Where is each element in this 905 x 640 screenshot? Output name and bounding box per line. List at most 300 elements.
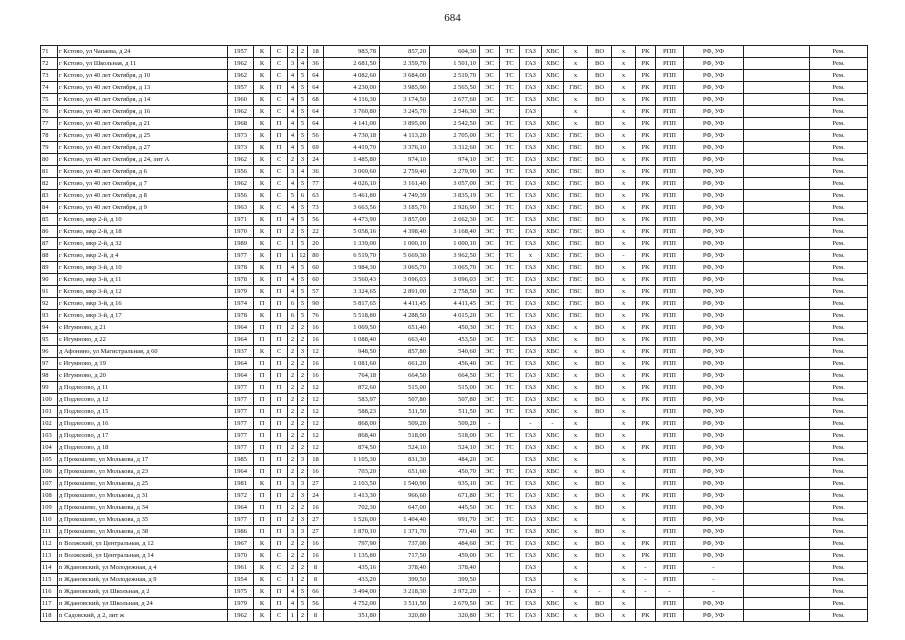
table-cell: РПП: [656, 610, 684, 622]
table-cell: 4: [288, 106, 298, 118]
table-cell: ГАЗ: [520, 214, 542, 226]
table-cell: х: [612, 526, 636, 538]
table-cell: 4: [298, 58, 308, 70]
table-cell: Рем.: [810, 310, 868, 322]
table-cell: 4 730,18: [324, 130, 380, 142]
table-cell: х: [564, 406, 588, 418]
table-cell: ЭС: [480, 610, 500, 622]
table-cell: П: [271, 322, 288, 334]
table-cell: 73: [41, 70, 58, 82]
table-cell: РК: [636, 154, 656, 166]
table-cell: ХВС: [542, 202, 564, 214]
table-cell: 5: [298, 130, 308, 142]
table-cell: ВО: [588, 406, 612, 418]
table-cell: [744, 322, 810, 334]
table-cell: РПП: [656, 130, 684, 142]
table-cell: -: [588, 586, 612, 598]
table-cell: ГАЗ: [520, 466, 542, 478]
table-cell: ГАЗ: [520, 298, 542, 310]
table-row: [41, 226, 868, 238]
table-cell: 2: [288, 382, 298, 394]
table-cell: х: [612, 454, 636, 466]
table-cell: -: [480, 586, 500, 598]
table-cell: ХВС: [542, 178, 564, 190]
table-cell: РФ, УФ: [684, 322, 744, 334]
table-cell: ВО: [588, 46, 612, 58]
table-cell: 868,00: [324, 418, 380, 430]
table-cell: 663,40: [380, 334, 430, 346]
table-cell: 2 677,60: [430, 94, 480, 106]
table-cell: 2: [288, 430, 298, 442]
table-cell: 116: [41, 586, 58, 598]
table-cell: РФ, УФ: [684, 382, 744, 394]
table-cell: х: [612, 490, 636, 502]
table-cell: РПП: [656, 418, 684, 430]
table-cell: [500, 574, 520, 586]
table-cell: -: [684, 586, 744, 598]
table-cell: 2: [298, 382, 308, 394]
table-cell: П: [254, 442, 271, 454]
table-cell: 5: [298, 286, 308, 298]
table-cell: 524,10: [380, 442, 430, 454]
table-cell: 3: [298, 490, 308, 502]
table-cell: 24: [308, 490, 324, 502]
table-cell: С: [271, 94, 288, 106]
table-cell: ТС: [500, 238, 520, 250]
table-cell: 4: [298, 166, 308, 178]
table-cell: Рем.: [810, 586, 868, 598]
table-cell: Рем.: [810, 538, 868, 550]
table-cell: ЭС: [480, 214, 500, 226]
table-cell: 1956: [228, 166, 254, 178]
table-cell: [744, 154, 810, 166]
table-row: [41, 430, 868, 442]
table-cell: ВО: [588, 262, 612, 274]
table-row: [41, 118, 868, 130]
table-cell: 1 371,70: [380, 526, 430, 538]
table-cell: РПП: [656, 598, 684, 610]
table-cell: г Кстово, ул 40 лет Октября, д 24, лит А: [58, 154, 228, 166]
table-cell: [744, 442, 810, 454]
table-cell: [542, 574, 564, 586]
table-cell: 1957: [228, 82, 254, 94]
table-cell: 1 540,90: [380, 478, 430, 490]
table-cell: 320,80: [380, 610, 430, 622]
table-cell: [744, 514, 810, 526]
table-cell: РПП: [656, 502, 684, 514]
table-cell: 2: [288, 226, 298, 238]
table-cell: [744, 262, 810, 274]
table-cell: г Кстово, ул 40 лет Октября, д 9: [58, 202, 228, 214]
table-cell: РПП: [656, 406, 684, 418]
table-cell: П: [271, 118, 288, 130]
table-cell: РК: [636, 226, 656, 238]
table-cell: ТС: [500, 286, 520, 298]
table-cell: 86: [41, 226, 58, 238]
table-cell: ТС: [500, 490, 520, 502]
table-cell: 1989: [228, 238, 254, 250]
table-cell: с Игумново, д 20: [58, 370, 228, 382]
table-cell: РК: [636, 106, 656, 118]
table-cell: ХВС: [542, 370, 564, 382]
table-cell: Рем.: [810, 550, 868, 562]
table-cell: п Садовский, д 2, лит ж: [58, 610, 228, 622]
table-cell: [542, 106, 564, 118]
table-row: [41, 310, 868, 322]
table-cell: 991,70: [430, 514, 480, 526]
table-cell: 2: [288, 394, 298, 406]
table-cell: РПП: [656, 322, 684, 334]
table-cell: ХВС: [542, 154, 564, 166]
table-cell: 515,00: [430, 382, 480, 394]
table-cell: ТС: [500, 310, 520, 322]
table-cell: ГВС: [564, 130, 588, 142]
table-cell: ЭС: [480, 490, 500, 502]
table-cell: д Прокошево, ул Молькова, д 23: [58, 466, 228, 478]
table-cell: С: [271, 166, 288, 178]
table-cell: С: [271, 46, 288, 58]
table-cell: х: [564, 550, 588, 562]
table-cell: 1977: [228, 442, 254, 454]
table-cell: [744, 166, 810, 178]
table-cell: 399,50: [430, 574, 480, 586]
table-cell: 4 288,50: [380, 310, 430, 322]
table-cell: 3 895,00: [380, 118, 430, 130]
table-cell: г Кстово, мкр 3-й, д 10: [58, 262, 228, 274]
table-cell: ХВС: [542, 382, 564, 394]
table-cell: РК: [636, 46, 656, 58]
table-cell: РФ, УФ: [684, 358, 744, 370]
table-cell: ЭС: [480, 322, 500, 334]
table-cell: 445,50: [430, 502, 480, 514]
table-cell: 5 669,30: [380, 250, 430, 262]
table-cell: 2: [288, 550, 298, 562]
table-cell: 3 096,03: [430, 274, 480, 286]
table-cell: РФ, УФ: [684, 58, 744, 70]
table-cell: Рем.: [810, 406, 868, 418]
table-cell: п Ждановский, ул Школьная, д 24: [58, 598, 228, 610]
table-row: [41, 358, 868, 370]
table-cell: ВО: [588, 322, 612, 334]
table-cell: 56: [308, 214, 324, 226]
table-cell: 24: [308, 154, 324, 166]
table-cell: 3 065,70: [430, 262, 480, 274]
table-cell: 5: [298, 94, 308, 106]
table-cell: х: [564, 418, 588, 430]
table-cell: ЭС: [480, 538, 500, 550]
table-cell: 1971: [228, 214, 254, 226]
table-cell: 966,60: [380, 490, 430, 502]
table-cell: 2: [288, 46, 298, 58]
table-cell: 12: [308, 406, 324, 418]
table-cell: 588,23: [324, 406, 380, 418]
table-cell: 12: [308, 430, 324, 442]
table-cell: П: [271, 334, 288, 346]
table-cell: ТС: [500, 514, 520, 526]
table-cell: ХВС: [542, 274, 564, 286]
table-cell: 1 135,80: [324, 550, 380, 562]
table-cell: 113: [41, 550, 58, 562]
table-cell: Рем.: [810, 58, 868, 70]
table-cell: П: [271, 382, 288, 394]
table-cell: ХВС: [542, 514, 564, 526]
table-cell: 2 891,00: [380, 286, 430, 298]
table-cell: 378,40: [430, 562, 480, 574]
table-cell: РК: [636, 394, 656, 406]
table-cell: РК: [636, 178, 656, 190]
table-cell: РК: [636, 334, 656, 346]
table-cell: С: [271, 106, 288, 118]
table-cell: П: [254, 334, 271, 346]
table-cell: ВО: [588, 190, 612, 202]
table-cell: п Волжский, ул Центральная, д 14: [58, 550, 228, 562]
table-cell: [744, 418, 810, 430]
table-cell: 1954: [228, 574, 254, 586]
table-cell: х: [612, 466, 636, 478]
table-cell: 2: [298, 550, 308, 562]
table-cell: 2: [288, 334, 298, 346]
table-cell: 3 663,56: [324, 202, 380, 214]
table-cell: 2: [288, 346, 298, 358]
table-cell: П: [271, 298, 288, 310]
table-cell: 2 565,50: [430, 82, 480, 94]
table-cell: РФ, УФ: [684, 70, 744, 82]
table-cell: ТС: [500, 406, 520, 418]
table-cell: ТС: [500, 526, 520, 538]
table-cell: [636, 406, 656, 418]
table-cell: С: [271, 574, 288, 586]
table-cell: 18: [308, 46, 324, 58]
table-row: [41, 394, 868, 406]
table-cell: РПП: [656, 226, 684, 238]
table-cell: РПП: [656, 394, 684, 406]
table-cell: 60: [308, 262, 324, 274]
table-cell: ГАЗ: [520, 334, 542, 346]
table-cell: РПП: [656, 298, 684, 310]
table-cell: 450,30: [430, 322, 480, 334]
table-cell: [744, 82, 810, 94]
table-cell: х: [612, 334, 636, 346]
table-cell: х: [612, 442, 636, 454]
table-cell: 5: [298, 202, 308, 214]
table-cell: 4: [288, 94, 298, 106]
table-cell: х: [564, 466, 588, 478]
table-cell: х: [612, 586, 636, 598]
table-cell: ГАЗ: [520, 490, 542, 502]
table-cell: П: [271, 478, 288, 490]
table-cell: Рем.: [810, 274, 868, 286]
table-cell: х: [612, 214, 636, 226]
table-cell: г Кстово, ул Школьная, д 11: [58, 58, 228, 70]
table-cell: ЭС: [480, 154, 500, 166]
table-cell: РФ, УФ: [684, 142, 744, 154]
table-cell: х: [612, 106, 636, 118]
table-cell: ВО: [588, 610, 612, 622]
table-cell: х: [612, 370, 636, 382]
table-cell: 3 560,43: [324, 274, 380, 286]
table-cell: [744, 274, 810, 286]
table-row: [41, 130, 868, 142]
table-cell: П: [254, 466, 271, 478]
table-cell: ТС: [500, 130, 520, 142]
table-cell: РФ, УФ: [684, 310, 744, 322]
table-cell: ХВС: [542, 598, 564, 610]
table-cell: РК: [636, 442, 656, 454]
table-cell: 4 116,30: [324, 94, 380, 106]
table-cell: 3 376,10: [380, 142, 430, 154]
table-cell: РФ, УФ: [684, 418, 744, 430]
table-cell: РФ, УФ: [684, 190, 744, 202]
table-cell: 1968: [228, 118, 254, 130]
table-row: [41, 82, 868, 94]
table-cell: ВО: [588, 274, 612, 286]
table-cell: г Кстово, ул 40 лет Октября, д 21: [58, 118, 228, 130]
table-cell: 1: [288, 238, 298, 250]
table-cell: РФ, УФ: [684, 154, 744, 166]
table-cell: Рем.: [810, 502, 868, 514]
table-cell: 95: [41, 334, 58, 346]
table-cell: 1977: [228, 406, 254, 418]
table-cell: П: [271, 430, 288, 442]
table-cell: 1964: [228, 322, 254, 334]
table-cell: ЭС: [480, 298, 500, 310]
table-cell: 2 681,50: [324, 58, 380, 70]
table-cell: РК: [636, 214, 656, 226]
table-cell: х: [612, 46, 636, 58]
table-cell: х: [564, 94, 588, 106]
table-cell: К: [254, 118, 271, 130]
table-cell: 107: [41, 478, 58, 490]
table-cell: х: [612, 202, 636, 214]
table-cell: К: [254, 130, 271, 142]
table-cell: 69: [308, 142, 324, 154]
table-cell: с Игумново, д 21: [58, 322, 228, 334]
table-cell: 1964: [228, 334, 254, 346]
table-cell: 1962: [228, 106, 254, 118]
table-cell: П: [271, 142, 288, 154]
table-cell: [744, 346, 810, 358]
table-cell: 511,50: [380, 406, 430, 418]
table-cell: РФ, УФ: [684, 250, 744, 262]
table-cell: г Кстово, мкр 2-й, д 10: [58, 214, 228, 226]
table-cell: К: [254, 274, 271, 286]
table-cell: 1962: [228, 58, 254, 70]
table-cell: 515,00: [380, 382, 430, 394]
table-cell: ВО: [588, 154, 612, 166]
table-cell: 1977: [228, 514, 254, 526]
table-cell: ВО: [588, 118, 612, 130]
table-cell: ХВС: [542, 490, 564, 502]
table-cell: [744, 430, 810, 442]
table-cell: ХВС: [542, 430, 564, 442]
table-cell: К: [254, 202, 271, 214]
table-cell: [744, 106, 810, 118]
table-cell: х: [564, 46, 588, 58]
table-cell: ГВС: [564, 202, 588, 214]
table-cell: ГАЗ: [520, 166, 542, 178]
table-cell: П: [271, 274, 288, 286]
table-cell: РК: [636, 550, 656, 562]
table-cell: ХВС: [542, 406, 564, 418]
table-cell: 604,30: [430, 46, 480, 58]
table-cell: РФ, УФ: [684, 82, 744, 94]
table-cell: П: [271, 514, 288, 526]
table-cell: х: [612, 262, 636, 274]
table-cell: 3: [298, 478, 308, 490]
table-cell: ХВС: [542, 58, 564, 70]
table-cell: г Кстово, ул 40 лет Октября, д 13: [58, 82, 228, 94]
table-cell: 2: [288, 514, 298, 526]
table-cell: 5: [298, 274, 308, 286]
table-cell: 4 419,70: [324, 142, 380, 154]
table-cell: 108: [41, 490, 58, 502]
table-cell: ГВС: [564, 286, 588, 298]
table-cell: ХВС: [542, 142, 564, 154]
table-cell: 77: [308, 178, 324, 190]
table-cell: РК: [636, 58, 656, 70]
table-cell: РФ, УФ: [684, 94, 744, 106]
table-cell: 73: [308, 202, 324, 214]
table-cell: С: [271, 190, 288, 202]
table-cell: ХВС: [542, 46, 564, 58]
table-cell: 378,40: [380, 562, 430, 574]
table-cell: РПП: [656, 286, 684, 298]
table-cell: 664,50: [380, 370, 430, 382]
table-cell: 87: [41, 238, 58, 250]
table-cell: С: [271, 562, 288, 574]
table-cell: РПП: [656, 478, 684, 490]
table-cell: 8: [308, 574, 324, 586]
table-cell: 4: [288, 274, 298, 286]
table-cell: 1962: [228, 178, 254, 190]
table-cell: х: [612, 562, 636, 574]
table-cell: 3 069,60: [324, 166, 380, 178]
table-cell: ТС: [500, 154, 520, 166]
table-cell: ГВС: [564, 262, 588, 274]
table-cell: 3 168,40: [430, 226, 480, 238]
table-cell: РФ, УФ: [684, 538, 744, 550]
table-cell: ГВС: [564, 190, 588, 202]
table-cell: 1962: [228, 70, 254, 82]
table-cell: 105: [41, 454, 58, 466]
table-cell: ТС: [500, 334, 520, 346]
table-cell: К: [254, 82, 271, 94]
table-cell: 1 526,00: [324, 514, 380, 526]
table-cell: ГАЗ: [520, 70, 542, 82]
table-cell: 4 752,00: [324, 598, 380, 610]
table-cell: ГАЗ: [520, 550, 542, 562]
table-cell: 77: [41, 118, 58, 130]
table-cell: ГАЗ: [520, 142, 542, 154]
table-cell: 2: [288, 466, 298, 478]
table-cell: [744, 454, 810, 466]
table-cell: ХВС: [542, 502, 564, 514]
table-cell: 1 105,30: [324, 454, 380, 466]
table-cell: 509,20: [380, 418, 430, 430]
table-cell: Рем.: [810, 466, 868, 478]
table-row: [41, 298, 868, 310]
table-cell: 5: [298, 178, 308, 190]
table-cell: д Прокошево, ул Молькова, д 25: [58, 478, 228, 490]
table-cell: РПП: [656, 70, 684, 82]
table-row: [41, 202, 868, 214]
table-cell: ВО: [588, 526, 612, 538]
table-row: [41, 502, 868, 514]
table-cell: 3 324,65: [324, 286, 380, 298]
table-cell: 2: [298, 466, 308, 478]
table-cell: К: [254, 214, 271, 226]
table-cell: ГАЗ: [520, 406, 542, 418]
